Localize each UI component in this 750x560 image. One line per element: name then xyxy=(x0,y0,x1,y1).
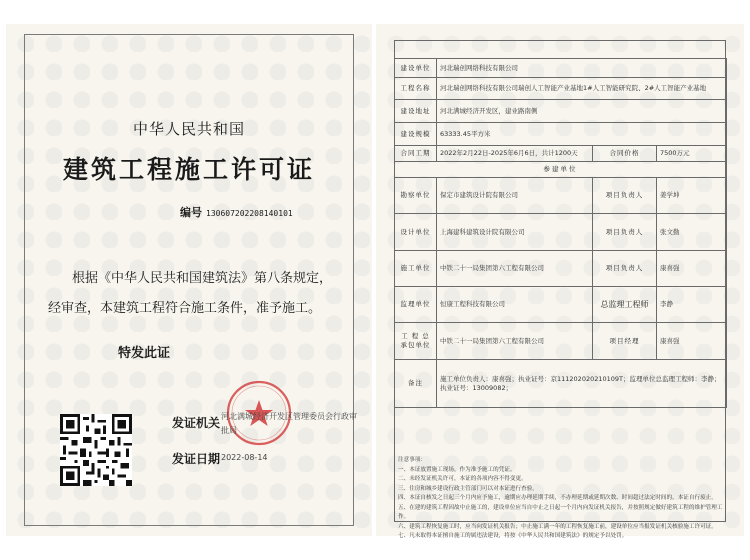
design-leader-value: 张文勤 xyxy=(657,214,727,251)
supervision-label: 监理单位 xyxy=(395,287,437,323)
table-row xyxy=(395,251,727,287)
supervision-value: 恒康工程科技有限公司 xyxy=(437,287,593,323)
general-contractor-value: 中铁二十一局集团第六工程有限公司 xyxy=(437,323,593,360)
special-issue-text: 特发此证 xyxy=(118,346,171,361)
design-value: 上海建科建筑设计院有限公司 xyxy=(437,214,593,251)
statement-line-1: 根据《中华人民共和国建筑法》第八条规定， xyxy=(72,271,333,286)
notes-section xyxy=(398,456,724,542)
table-row xyxy=(395,178,727,214)
project-label: 工程名称 xyxy=(395,78,437,100)
design-leader-label: 项目负责人 xyxy=(593,214,657,251)
note-line: 五、在建的建筑工程因故中止施工的，建设单位应当自中止之日起一个月内向发证机关报告，并按照规定做好建筑工程的维护管理工作。 xyxy=(398,504,723,520)
note-line: 四、本证自核发之日起三个月内应予施工，逾期应办理延期手续，不办理延期或延期次数、时间超过法定时间的，本证自行废止。 xyxy=(398,495,717,501)
scale-value: 63333.45平方米 xyxy=(437,123,727,146)
survey-value: 保定市建筑设计院有限公司 xyxy=(437,178,593,214)
table-row xyxy=(395,59,727,78)
address-value: 河北满城经济开发区，建业路南侧 xyxy=(437,100,727,123)
note-line: 一、本证放置施工现场，作为准予施工的凭证。 xyxy=(398,466,516,473)
note-line: 六、建筑工程恢复施工时，应当向发证机关报告；中止施工满一年的工程恢复施工前，建设单位应当报发证机关核验施工许可证。 xyxy=(398,523,717,530)
note-line: 注意事项： xyxy=(398,457,426,463)
statement-line-2: 经审查，本建筑工程符合施工条件，准予施工。 xyxy=(48,301,322,316)
manager-label: 项目经理 xyxy=(593,323,657,360)
certificate-details-page xyxy=(376,24,744,539)
scale-label: 建设规模 xyxy=(395,123,437,146)
contract-label: 合同工期 xyxy=(395,146,437,162)
agency-value: 河北满城经济开发区管理委员会行政审批局 xyxy=(221,412,357,435)
note-line: 二、未经发证机关许可，本证的各项内容不得变更。 xyxy=(398,476,527,482)
certificate-number xyxy=(180,204,293,220)
table-row xyxy=(395,214,727,251)
construction-value: 中铁二十一局集团第六工程有限公司 xyxy=(437,251,593,287)
construction-label: 施工单位 xyxy=(395,251,437,287)
agency-label: 发证机关 xyxy=(172,416,221,430)
participants-heading: 参建单位 xyxy=(395,162,727,178)
number-label: 编号 xyxy=(180,206,202,219)
certificate-cover-page xyxy=(6,24,372,536)
qr-code-icon xyxy=(60,414,132,486)
details-table xyxy=(394,58,727,408)
country-heading: 中华人民共和国 xyxy=(132,120,245,138)
general-label-line-2: 承包单位 xyxy=(400,341,431,349)
issue-date-label: 发证日期 xyxy=(172,452,221,466)
table-row xyxy=(395,323,727,360)
manager-value: 康喜强 xyxy=(657,323,727,360)
certificate-statement xyxy=(48,264,348,324)
number-value: 130607202208140101 xyxy=(206,209,293,218)
builder-value: 河北瑞创网络科技有限公司 xyxy=(437,59,727,78)
table-row xyxy=(395,162,727,178)
table-row xyxy=(395,360,727,408)
design-label: 设计单位 xyxy=(395,214,437,251)
project-value: 河北瑞创网络科技有限公司瑞创人工智能产业基地1#人工智能研究院、2#人工智能产业基地 xyxy=(437,78,727,100)
construction-leader-label: 项目负责人 xyxy=(593,251,657,287)
survey-leader-label: 项目负责人 xyxy=(593,178,657,214)
issue-date-value: 2022-08-14 xyxy=(221,453,268,462)
table-row xyxy=(395,100,727,123)
general-contractor-label xyxy=(395,323,437,360)
remark-label: 备注 xyxy=(395,360,437,408)
address-label: 建设地址 xyxy=(395,100,437,123)
contract-value: 2022年2月22日-2025年6月6日，共计1200天 xyxy=(437,146,593,162)
price-label: 合同价格 xyxy=(593,146,657,162)
price-value: 7500万元 xyxy=(657,146,727,162)
certificate-title: 建筑工程施工许可证 xyxy=(62,155,315,184)
table-row xyxy=(395,146,727,162)
survey-label: 勘察单位 xyxy=(395,178,437,214)
supervisor-label: 总监理工程师 xyxy=(593,287,657,323)
table-row xyxy=(395,123,727,146)
survey-leader-value: 姜学坤 xyxy=(657,178,727,214)
construction-leader-value: 康喜强 xyxy=(657,251,727,287)
supervisor-value: 李静 xyxy=(657,287,727,323)
remark-value: 施工单位负责人：康喜强；执业证号：京111202020210109T；监理单位总监理工程师：李静；执业证号：13009082； xyxy=(437,360,727,408)
table-row xyxy=(395,78,727,100)
table-row xyxy=(395,287,727,323)
general-label-line-1: 工 程 总 xyxy=(401,332,430,340)
note-line: 七、凡未取得本证擅自施工的属违法建设，将按《中华人民共和国建筑法》的规定予以处罚。 xyxy=(398,533,628,539)
builder-label: 建设单位 xyxy=(395,59,437,78)
note-line: 三、住房和城乡建设行政主管部门可以对本证进行查验。 xyxy=(398,485,538,492)
